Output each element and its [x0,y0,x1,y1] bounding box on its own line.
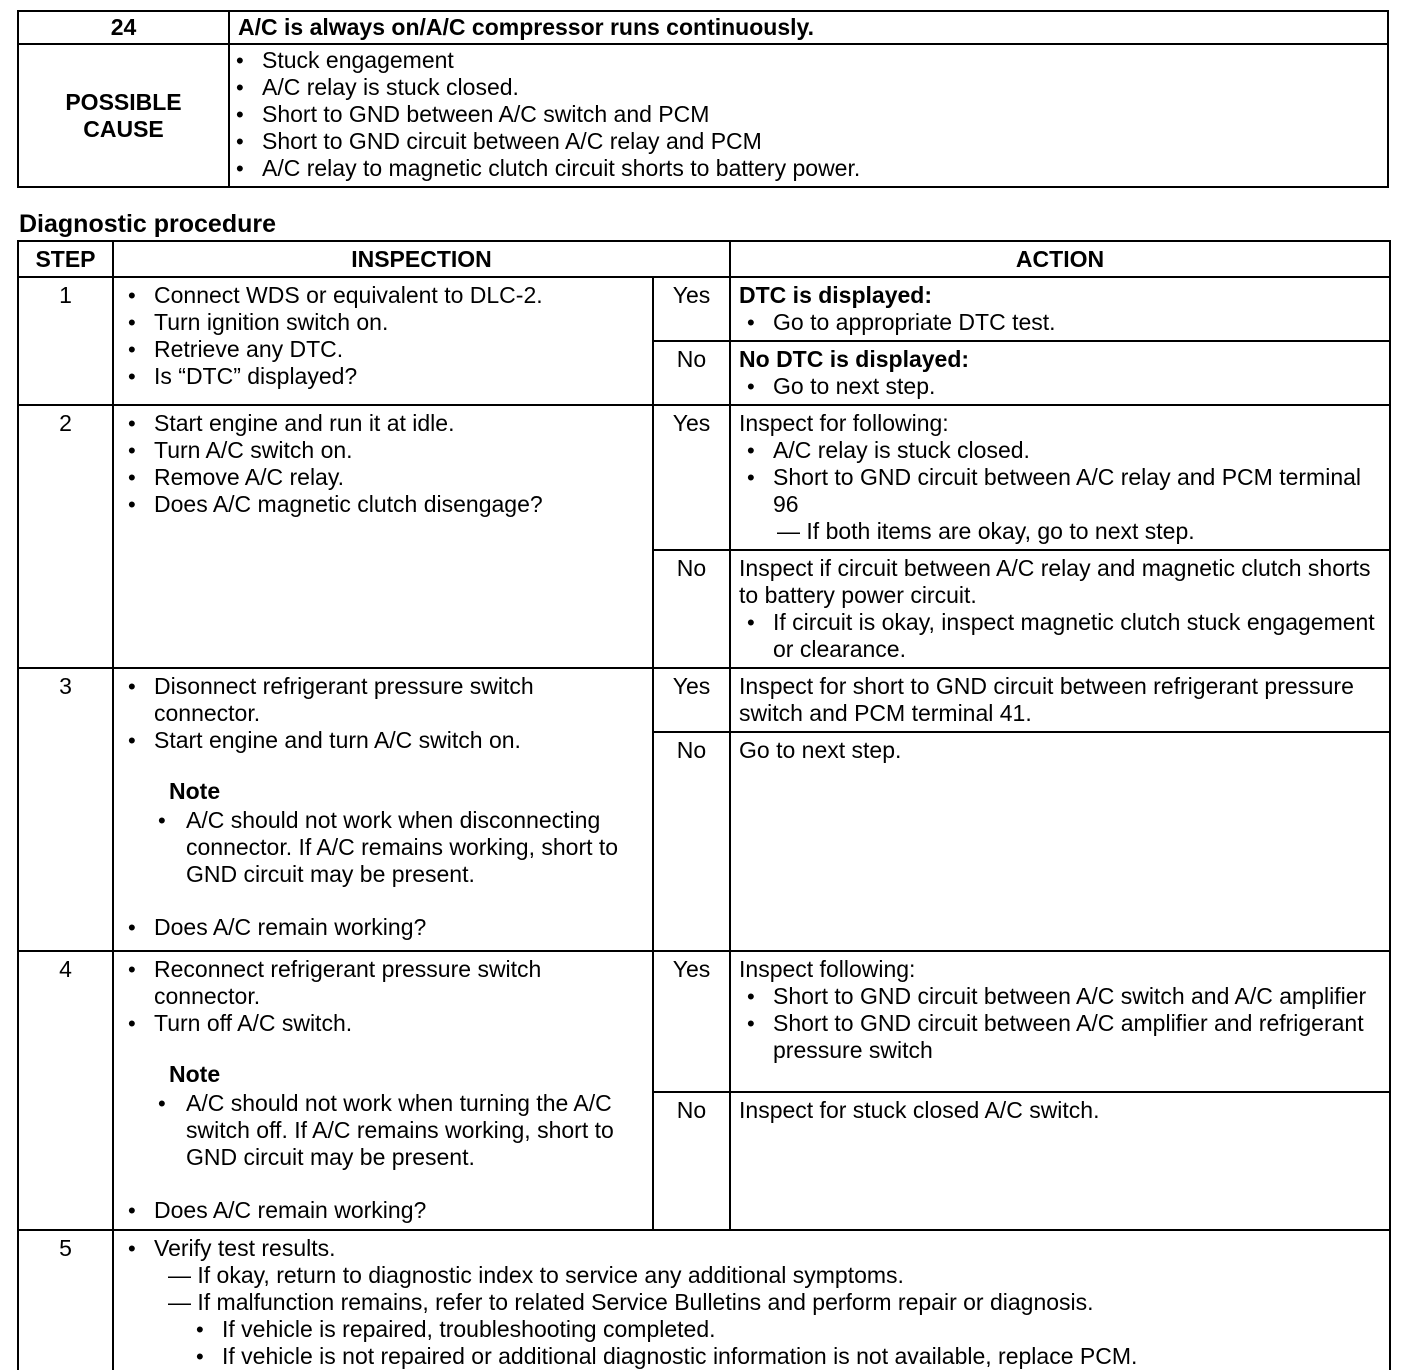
no-label: No [653,732,730,951]
action-followup: — If both items are okay, go to next step. [777,518,1195,544]
yes-label: Yes [653,951,730,1092]
inspection-item: • Is “DTC” displayed? [120,363,644,390]
step-row [18,951,1390,1092]
col-header-action: ACTION [730,241,1390,277]
result-line: — If okay, return to diagnostic index to service any additional symptoms. [168,1262,904,1288]
step-number: 2 [18,405,113,668]
inspection-item: • Connect WDS or equivalent to DLC-2. [120,282,644,309]
step-row [18,405,1390,550]
inspection-item: • Reconnect refrigerant pressure switch connector. [120,956,644,1010]
yes-action: Inspect for short to GND circuit between refrigerant pressure switch and PCM terminal 41. [730,668,1390,732]
inspection-item: • Does A/C remain working? [120,1197,644,1224]
step-number: 3 [18,668,113,951]
yes-action [730,951,1390,1092]
inspection-item: • Does A/C magnetic clutch disengage? [120,491,644,518]
step-inspection [113,277,653,405]
cause-item: • Short to GND between A/C switch and PCM [228,101,1379,128]
symptom-title: A/C is always on/A/C compressor runs continuously. [229,11,1388,44]
col-header-inspection: INSPECTION [113,241,730,277]
action-heading: No DTC is displayed: [739,346,970,372]
inspection-item: • Start engine and turn A/C switch on. [120,727,644,754]
cause-item: • Short to GND circuit between A/C relay and PCM [228,128,1379,155]
possible-cause-label-line1: POSSIBLE [65,88,182,115]
cause-item: • A/C relay is stuck closed. [228,74,1379,101]
no-label: No [653,1092,730,1230]
step-row [18,277,1390,341]
step-number: 4 [18,951,113,1230]
no-label: No [653,341,730,405]
action-item: • A/C relay is stuck closed. [739,437,1381,464]
action-item: • If circuit is okay, inspect magnetic clutch stuck engagement or clearance. [739,609,1381,663]
action-heading: Inspect following: [739,956,916,982]
step-number: 1 [18,277,113,405]
result-line: — If malfunction remains, refer to related Service Bulletins and perform repair or diagnosis. [168,1289,1094,1315]
step-inspection [113,668,653,951]
possible-cause-label-line2: CAUSE [83,115,164,142]
possible-cause-row [18,44,1388,187]
note-title: Note [169,778,221,804]
no-action [730,341,1390,405]
step-row [18,668,1390,732]
section-title: Diagnostic procedure [19,210,276,238]
note-item: • A/C should not work when turning the A/C switch off. If A/C remains working, short to GND circuit may be present. [120,1090,644,1171]
inspection-item: • Retrieve any DTC. [120,336,644,363]
action-item: • Short to GND circuit between A/C amplifier and refrigerant pressure switch [739,1010,1381,1064]
step-row [18,1230,1390,1370]
yes-action [730,277,1390,341]
result-sub-item: • If vehicle is not repaired or additional diagnostic information is not available, replace PCM. [120,1343,1381,1370]
table-header-row [18,241,1390,277]
action-item: • Short to GND circuit between A/C relay and PCM terminal 96 [739,464,1381,518]
step-inspection [113,951,653,1230]
symptom-title-row [18,11,1388,44]
action-item: • Go to next step. [739,373,1381,400]
yes-action [730,405,1390,550]
note-title: Note [169,1061,221,1087]
inspection-item: • Remove A/C relay. [120,464,644,491]
inspection-item: • Turn ignition switch on. [120,309,644,336]
possible-cause-label [18,44,229,187]
step-number: 5 [18,1230,113,1370]
yes-label: Yes [653,668,730,732]
inspection-item: • Disonnect refrigerant pressure switch connector. [120,673,644,727]
inspection-item: • Start engine and run it at idle. [120,410,644,437]
diagnostic-procedure-table [17,240,1391,1370]
action-heading: DTC is displayed: [739,282,932,308]
step-inspection [113,1230,1390,1370]
no-action [730,550,1390,668]
note-item: • A/C should not work when disconnecting connector. If A/C remains working, short to GND circuit may be present. [120,807,644,888]
action-item: • Go to appropriate DTC test. [739,309,1381,336]
action-item: • Short to GND circuit between A/C switch and A/C amplifier [739,983,1381,1010]
step-inspection [113,405,653,668]
action-text: Inspect if circuit between A/C relay and magnetic clutch shorts to battery power circuit. [739,555,1371,608]
symptom-code: 24 [18,11,229,44]
result-sub-item: • If vehicle is repaired, troubleshooting completed. [120,1316,1381,1343]
inspection-item: • Turn A/C switch on. [120,437,644,464]
no-action: Inspect for stuck closed A/C switch. [730,1092,1390,1230]
inspection-item: • Does A/C remain working? [120,914,644,941]
inspection-item: • Verify test results. [120,1235,1381,1262]
yes-label: Yes [653,405,730,550]
symptom-header-table [17,10,1389,188]
col-header-step: STEP [18,241,113,277]
cause-item: • Stuck engagement [228,47,1379,74]
inspection-item: • Turn off A/C switch. [120,1010,644,1037]
no-action: Go to next step. [730,732,1390,951]
yes-label: Yes [653,277,730,341]
cause-item: • A/C relay to magnetic clutch circuit shorts to battery power. [228,155,1379,182]
possible-cause-list [229,44,1388,187]
action-heading: Inspect for following: [739,410,949,436]
no-label: No [653,550,730,668]
